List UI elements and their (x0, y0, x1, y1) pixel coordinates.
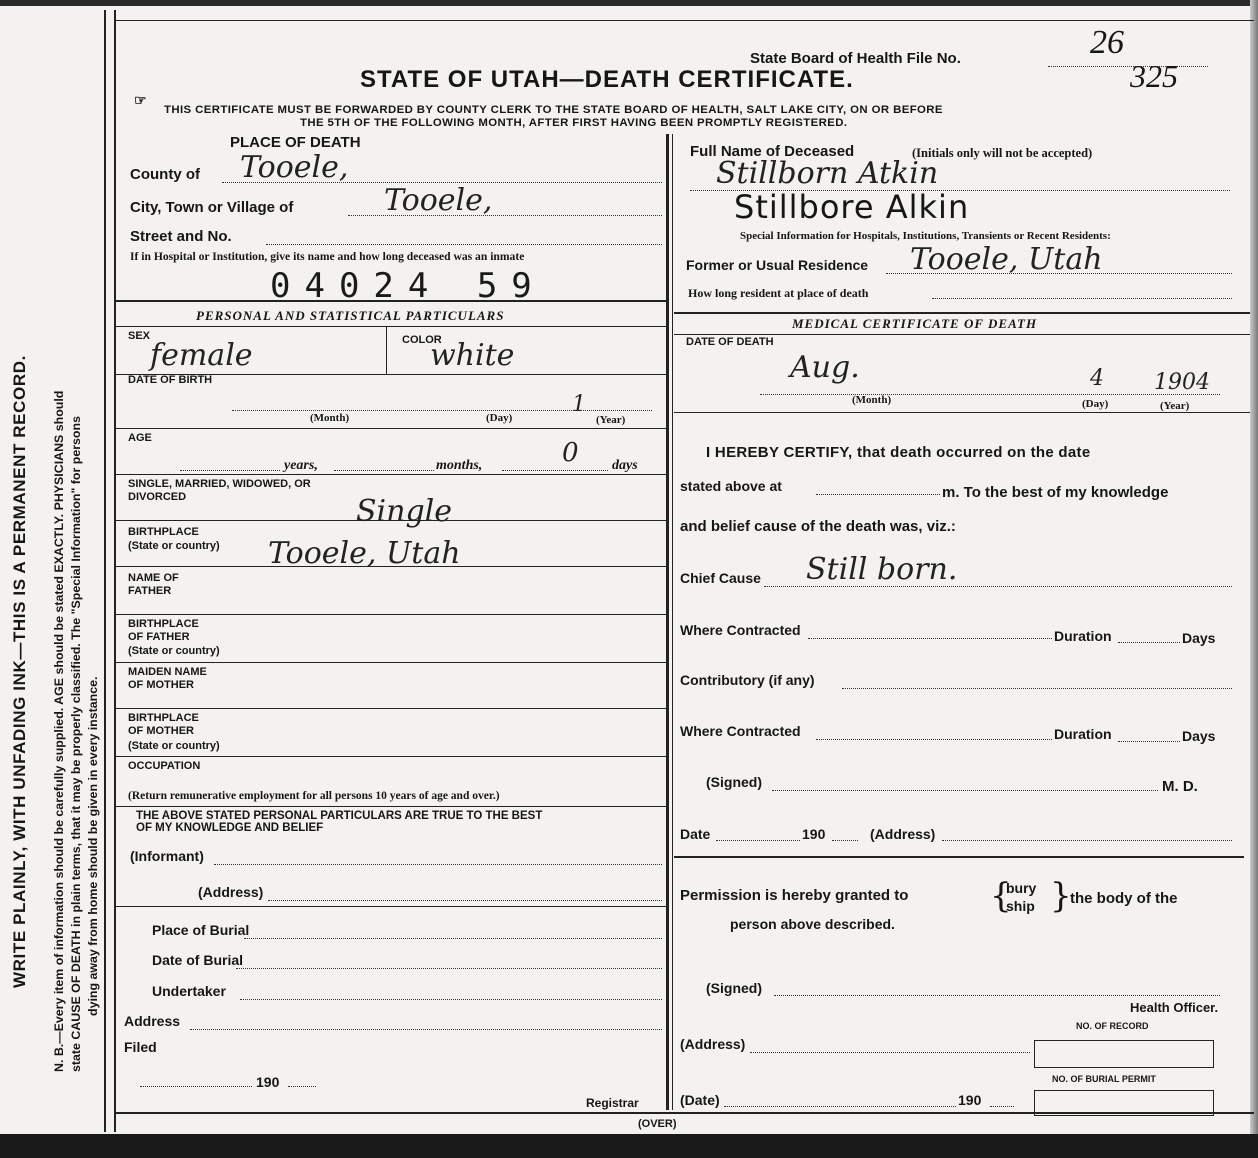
death-date-row-line (674, 412, 1250, 413)
md-label: M. D. (1162, 778, 1198, 795)
contributory-label: Contributory (if any) (680, 672, 815, 688)
left-brace-icon: { (990, 876, 1012, 916)
death-date-label: DATE OF DEATH (686, 336, 774, 348)
registrar-label: Registrar (586, 1096, 639, 1110)
filed-date-line (140, 1086, 252, 1087)
where-contracted-label-1: Where Contracted (680, 622, 801, 638)
marital-row-line (116, 520, 666, 521)
dob-year-label: (Year) (596, 414, 626, 426)
burial-date-label: Date of Burial (152, 952, 244, 968)
margin-title: WRITE PLAINLY, WITH UNFADING INK—THIS IS A PERMANENT RECORD. (10, 355, 29, 988)
dob-month-label: (Month) (310, 412, 350, 424)
permission-signed-label: (Signed) (706, 980, 762, 996)
frame-left-line (104, 10, 106, 1132)
mother-name-label-2: OF MOTHER (128, 679, 194, 691)
occupation-row-line (116, 806, 666, 807)
informant-label: (Informant) (130, 848, 204, 864)
where-contracted-line-2 (816, 739, 1052, 740)
place-of-death-heading: PLACE OF DEATH (230, 134, 361, 151)
deceased-name-handwritten: Stillborn Atkin (716, 156, 939, 191)
deceased-name-label: Full Name of Deceased (690, 143, 855, 160)
sex-value: female (150, 338, 253, 373)
permission-signed-line (774, 995, 1220, 996)
death-date-line (760, 394, 1220, 395)
marital-label-1: SINGLE, MARRIED, WIDOWED, OR DIVORCED (128, 478, 311, 503)
burial-address-label: Address (124, 1013, 181, 1029)
permission-date-line (724, 1106, 956, 1107)
burial-permit-label: NO. OF BURIAL PERMIT (1052, 1074, 1156, 1084)
certify-line-1: I HEREBY CERTIFY, that death occurred on the date (706, 444, 1091, 461)
personal-heading: PERSONAL AND STATISTICAL PARTICULARS (196, 308, 505, 323)
permission-text-line2: person above described. (730, 916, 895, 932)
father-bp-label-2: OF FATHER (128, 631, 190, 643)
street-label: Street and No. (130, 228, 232, 245)
sex-label: SEX (128, 330, 151, 342)
burial-place-line (244, 938, 662, 939)
special-info-label: Special Information for Hospitals, Institutions, Transients or Recent Residents: (740, 230, 1111, 242)
residence-label: Former or Usual Residence (686, 257, 869, 273)
age-years-line (180, 470, 280, 471)
death-year-value: 1904 (1154, 370, 1210, 395)
health-officer-label: Health Officer. (1130, 1000, 1219, 1015)
deceased-name-printed: Stillbore Alkin (734, 188, 970, 226)
where-contracted-label-2: Where Contracted (680, 723, 801, 739)
file-number-top: 26 (1090, 24, 1124, 61)
city-value: Tooele, (384, 183, 493, 218)
record-box (1034, 1040, 1214, 1068)
father-bp-label-3: (State or country) (128, 645, 220, 657)
birthplace-row-line (116, 566, 666, 567)
burial-top-line (116, 906, 666, 907)
filed-year-line (288, 1086, 316, 1087)
attest-line-2: OF MY KNOWLEDGE AND BELIEF (136, 822, 324, 834)
file-number-underline (1048, 66, 1208, 67)
permission-address-label: (Address) (680, 1036, 746, 1052)
death-year-label: (Year) (1160, 400, 1190, 412)
mother-row-line (116, 708, 666, 709)
age-months-line (334, 470, 434, 471)
permission-option-ship: ship (1006, 898, 1035, 914)
county-value: Tooele, (240, 150, 349, 185)
duration-label-1: Duration (1054, 628, 1112, 644)
column-divider-2 (672, 134, 673, 1110)
filed-year-prefix: 190 (256, 1074, 280, 1090)
where-contracted-line-1 (808, 638, 1052, 639)
birthplace-value: Tooele, Utah (268, 536, 461, 571)
permission-option-bury: bury (1006, 880, 1037, 896)
death-month-value: Aug. (790, 350, 860, 385)
age-label: AGE (128, 432, 152, 444)
permission-top-line (674, 856, 1244, 858)
marital-value: Single (356, 494, 453, 529)
instruction-line1: THIS CERTIFICATE MUST BE FORWARDED BY COUNTY CLERK TO THE STATE BOARD OF HEALTH, SALT LAKE CITY, ON OR BEFORE (164, 104, 943, 116)
permission-address-line (750, 1052, 1030, 1053)
death-day-value: 4 (1090, 366, 1104, 391)
burial-address-line (190, 1029, 662, 1030)
medical-year-line (832, 840, 858, 841)
medical-date-line (716, 840, 800, 841)
father-name-label-1: NAME OF (128, 572, 179, 584)
scan-bottom-strip (0, 1134, 1258, 1158)
deceased-name-note: (Initials only will not be accepted) (912, 146, 1093, 160)
mother-bp-row-line (116, 756, 666, 757)
undertaker-line (240, 999, 662, 1000)
permission-text-before: Permission is hereby granted to (680, 887, 909, 904)
stamp-number: 04024 59 (270, 266, 546, 306)
permission-date-label: (Date) (680, 1092, 720, 1108)
attest-line-1: THE ABOVE STATED PERSONAL PARTICULARS ARE TRUE TO THE BEST (136, 810, 543, 822)
signed-label: (Signed) (706, 774, 762, 790)
hospital-label: If in Hospital or Institution, give its name and how long deceased was an inmate (130, 250, 525, 263)
medical-address-line (942, 840, 1232, 841)
death-day-label: (Day) (1082, 398, 1109, 410)
residence-value: Tooele, Utah (910, 242, 1103, 277)
age-days-label: days (612, 458, 638, 473)
filed-label: Filed (124, 1039, 157, 1055)
frame-top-line (114, 20, 1254, 21)
medical-date-label: Date (680, 826, 711, 842)
certify-line-2b: m. To the best of my knowledge (942, 484, 1169, 501)
age-row-line (116, 474, 666, 475)
mother-bp-label-2: OF MOTHER (128, 725, 194, 737)
column-divider (666, 134, 669, 1110)
death-month-label: (Month) (852, 394, 892, 406)
father-bp-row-line (116, 662, 666, 663)
certify-time-line (816, 494, 940, 495)
father-bp-label-1: BIRTHPLACE (128, 618, 199, 630)
age-years-label: years, (284, 458, 318, 473)
occupation-note: (Return remunerative employment for all persons 10 years of age and over.) (128, 790, 500, 802)
color-label: COLOR (402, 334, 442, 346)
sex-color-divider (386, 326, 387, 374)
permission-text-after: the body of the (1070, 890, 1178, 907)
certify-line-3: and belief cause of the death was, viz.: (680, 518, 956, 535)
personal-heading-line (116, 326, 666, 327)
medical-address-label: (Address) (870, 826, 936, 842)
margin-note-line3: dying away from home should be given in every instance. (86, 676, 100, 1016)
chief-cause-label: Chief Cause (680, 570, 761, 586)
father-row-line (116, 614, 666, 615)
duration-line-1 (1118, 642, 1180, 643)
mother-bp-label-3: (State or country) (128, 740, 220, 752)
birthplace-label: BIRTHPLACE (128, 526, 199, 538)
margin-note-line1: N. B.—Every item of information should be carefully supplied. AGE should be stated EXACTLY. PHYSICIANS should (52, 390, 66, 1072)
resident-line (932, 298, 1232, 299)
permission-year-prefix: 190 (958, 1092, 982, 1108)
age-days-value: 0 (562, 438, 579, 468)
informant-line (214, 864, 662, 865)
frame-left-line-2 (114, 10, 116, 1132)
mother-name-label-1: MAIDEN NAME (128, 666, 207, 678)
file-number-label: State Board of Health File No. (750, 50, 961, 67)
age-days-line (502, 470, 608, 471)
medical-year-prefix: 190 (802, 826, 826, 842)
dob-day-mark: 1 (572, 392, 586, 417)
father-name-label-2: FATHER (128, 585, 172, 597)
burial-date-line (236, 968, 662, 969)
birthplace-sub: (State or country) (128, 540, 220, 552)
dob-line (232, 410, 652, 411)
medical-heading-line (674, 334, 1250, 335)
scan-right-edge (1250, 0, 1258, 1134)
right-brace-icon: } (1050, 876, 1072, 916)
dob-row-line (116, 428, 666, 429)
street-line (266, 244, 662, 245)
pointing-hand-icon: ☞ (134, 92, 147, 108)
certificate-title: STATE OF UTAH—DEATH CERTIFICATE. (360, 66, 854, 93)
burial-permit-box (1034, 1090, 1214, 1116)
certify-line-2a: stated above at (680, 478, 782, 494)
over-label: (OVER) (638, 1118, 677, 1130)
county-label: County of (130, 166, 200, 183)
days-label-2: Days (1182, 728, 1216, 744)
occupation-label: OCCUPATION (128, 760, 201, 772)
chief-cause-value: Still born. (806, 552, 958, 587)
duration-label-2: Duration (1054, 726, 1112, 742)
margin-note-line2: state CAUSE OF DEATH in plain terms, that it may be properly classified. The "Special Information" for persons (69, 416, 83, 1072)
resident-label: How long resident at place of death (688, 286, 869, 300)
medical-top-line (674, 312, 1250, 314)
informant-address-label: (Address) (198, 884, 264, 900)
instruction-line2: THE 5TH OF THE FOLLOWING MONTH, AFTER FIRST HAVING BEEN PROMPTLY REGISTERED. (300, 117, 848, 129)
signed-line (772, 790, 1158, 791)
contributory-line (842, 688, 1232, 689)
burial-place-label: Place of Burial (152, 922, 250, 938)
duration-line-2 (1118, 741, 1180, 742)
undertaker-label: Undertaker (152, 983, 226, 999)
color-value: white (430, 338, 515, 373)
days-label-1: Days (1182, 630, 1216, 646)
dob-label: DATE OF BIRTH (128, 374, 213, 386)
dob-day-label: (Day) (486, 412, 513, 424)
city-label: City, Town or Village of (130, 199, 294, 216)
permission-year-line (990, 1106, 1014, 1107)
personal-top-line (116, 300, 666, 302)
informant-address-line (268, 900, 662, 901)
mother-bp-label-1: BIRTHPLACE (128, 712, 199, 724)
file-number-bottom: 325 (1130, 58, 1178, 94)
age-months-label: months, (436, 458, 483, 473)
medical-heading: MEDICAL CERTIFICATE OF DEATH (792, 316, 1038, 331)
record-label: NO. OF RECORD (1076, 1021, 1149, 1031)
scan-top-edge (0, 0, 1258, 6)
